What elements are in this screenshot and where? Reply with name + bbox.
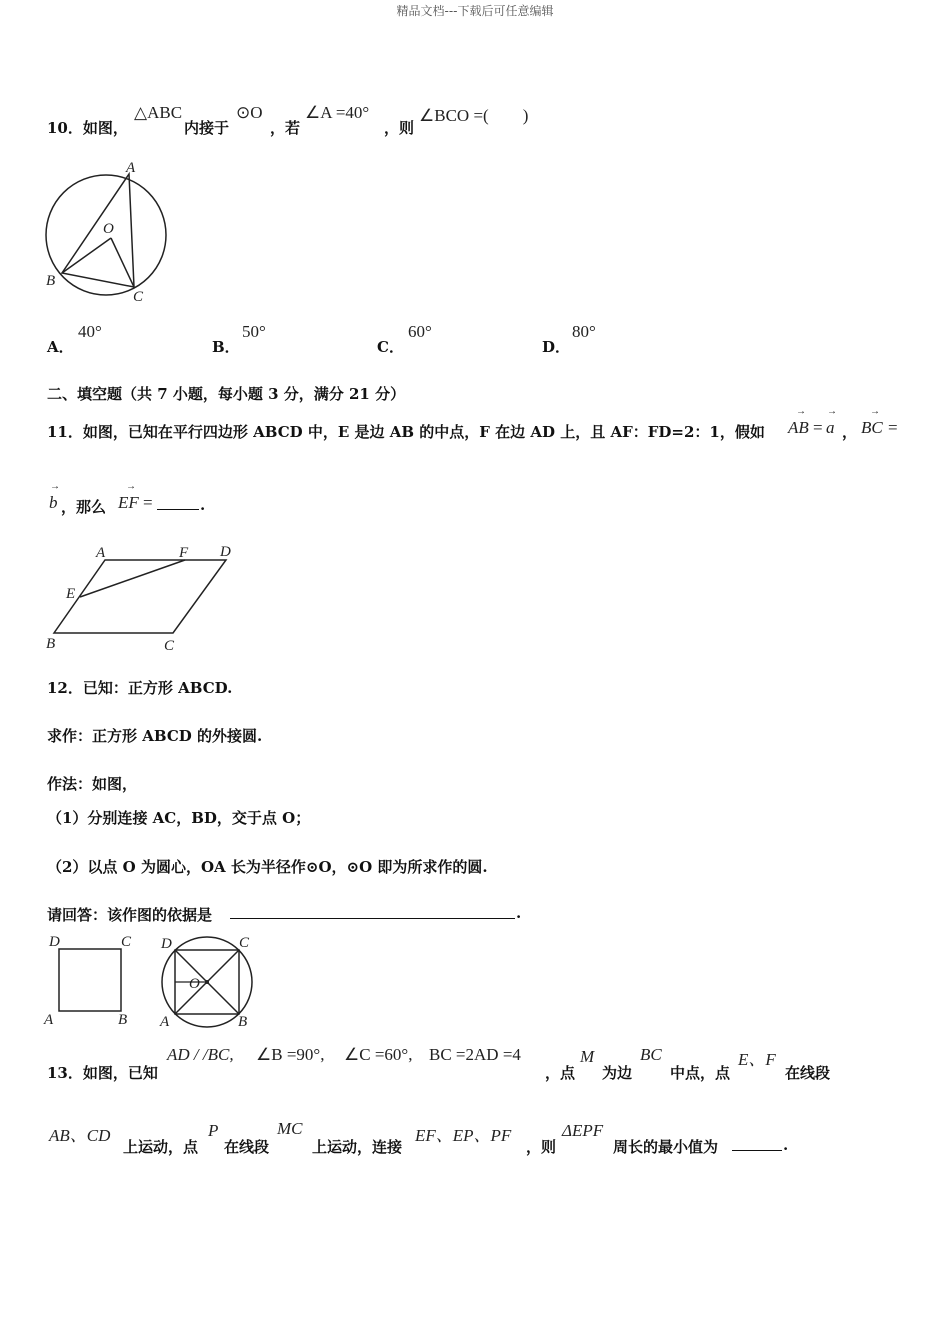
option-a-label: A．	[47, 338, 74, 356]
label-b: B	[118, 1012, 128, 1028]
q13-onseg: 在线段	[785, 1064, 831, 1082]
q13-segments: EF、EP、PF	[415, 1126, 512, 1145]
label-d: D	[49, 934, 60, 950]
label-o: O	[103, 221, 114, 237]
parallelogram-abcd	[54, 560, 226, 633]
q11-vec-ab: → AB	[788, 406, 809, 437]
q13-ask: 周长的最小值为	[613, 1138, 719, 1156]
segment-oc	[111, 238, 134, 287]
option-d-label: D．	[542, 338, 571, 356]
q12-figure-circle	[150, 928, 265, 1033]
label-d: D	[161, 936, 172, 952]
q13-move: 上运动，点	[123, 1138, 199, 1156]
q10-angle-a: ∠A =40°	[305, 103, 370, 122]
q12-given: 12．已知：正方形 ABCD.	[47, 679, 233, 697]
q10-inscribed: 内接于	[184, 119, 230, 137]
label-a: A	[126, 160, 136, 176]
square-abcd	[59, 949, 121, 1011]
q13-bc: BC	[640, 1045, 662, 1064]
label-c: C	[133, 289, 144, 305]
q12-answer-blank[interactable]	[230, 904, 515, 919]
segment-ob	[62, 238, 111, 273]
q12-method: 作法：如图，	[47, 775, 138, 793]
q12-question: 请回答：该作图的依据是	[47, 906, 213, 924]
label-b: B	[46, 636, 56, 652]
option-b-label: B．	[212, 338, 240, 356]
option-c-label: C．	[377, 338, 404, 356]
label-b: B	[238, 1014, 248, 1030]
q11-line1: 11．如图，已知在平行四边形 ABCD 中，E 是边 AB 的中点，F 在边 AD 上，且 AF：FD=2：1，假如	[47, 423, 765, 441]
option-a-value: 40°	[78, 322, 102, 341]
page-header: 精品文档---下载后可任意编辑	[396, 4, 554, 18]
q11-then: ，那么	[61, 498, 107, 516]
q11-comma: ，	[842, 423, 858, 441]
q10-circle: ⊙O	[236, 103, 263, 122]
q10-triangle: △ABC	[134, 103, 183, 122]
q13-m: M	[580, 1047, 595, 1066]
q13-wei: 为边	[602, 1064, 633, 1082]
q13-triangle: ΔEPF	[562, 1121, 604, 1140]
q11-end: .	[200, 496, 206, 514]
q13-dian: ，点	[545, 1064, 576, 1082]
option-d-value: 80°	[572, 322, 596, 341]
label-a: A	[96, 545, 106, 561]
q13-move2: 上运动，连接	[312, 1138, 403, 1156]
q11-eq2: =	[888, 418, 898, 437]
q10-number: 10．如图，	[47, 119, 128, 137]
label-e: E	[66, 586, 76, 602]
q11-eq3: =	[143, 493, 153, 512]
q13-mc: MC	[277, 1119, 303, 1138]
q13-cond1: AD / /BC,	[167, 1045, 234, 1064]
q10-angle-bco: ∠BCO =( )	[419, 106, 529, 125]
q13-mid: 中点，点	[670, 1064, 731, 1082]
label-o: O	[189, 976, 200, 992]
center-point	[205, 980, 209, 984]
q13-ef: E、F	[738, 1050, 776, 1069]
section-2-title: 二、填空题（共 7 小题，每小题 3 分，满分 21 分）	[47, 385, 406, 403]
q13-onseg2: 在线段	[224, 1138, 270, 1156]
q13-cond3: ∠C =60°,	[344, 1045, 413, 1064]
q12-figure-square	[40, 928, 140, 1028]
q10-ze: ，则	[384, 119, 415, 137]
q12-end: .	[516, 904, 522, 922]
option-c-value: 60°	[408, 322, 432, 341]
q13-end: .	[783, 1136, 789, 1154]
q12-construct: 求作：正方形 ABCD 的外接圆.	[47, 727, 263, 745]
label-c: C	[164, 638, 175, 654]
segment-ef	[80, 560, 185, 597]
q12-step1: （1）分别连接 AC，BD，交于点 O；	[47, 809, 311, 827]
q13-answer-blank[interactable]	[732, 1136, 782, 1151]
q13-p: P	[208, 1121, 219, 1140]
q10-figure	[40, 155, 180, 305]
label-c: C	[239, 935, 250, 951]
q11-eq1: =	[813, 418, 823, 437]
q11-figure	[40, 538, 240, 656]
label-b: B	[46, 273, 56, 289]
label-a: A	[44, 1012, 54, 1028]
option-b-value: 50°	[242, 322, 266, 341]
q13-ze: ，则	[526, 1138, 557, 1156]
q13-ab-cd: AB、CD	[49, 1126, 111, 1145]
q11-vec-ef: → EF	[118, 481, 139, 512]
q11-vec-a: → a	[826, 406, 837, 437]
q13-cond2: ∠B =90°,	[256, 1045, 325, 1064]
q12-step2: （2）以点 O 为圆心，OA 长为半径作⊙O，⊙O 即为所求作的圆.	[47, 858, 488, 876]
q13-cond4: BC =2AD =4	[429, 1045, 521, 1064]
label-d: D	[220, 544, 231, 560]
q11-answer-blank[interactable]	[157, 495, 199, 510]
triangle-abc	[62, 174, 134, 287]
label-c: C	[121, 934, 132, 950]
label-a: A	[160, 1014, 170, 1030]
q10-ruo: ，若	[270, 119, 301, 137]
label-f: F	[179, 545, 189, 561]
q11-vec-b: → b	[49, 481, 60, 512]
q13-number: 13．如图，已知	[47, 1064, 158, 1082]
q11-vec-bc: → BC	[861, 406, 883, 437]
